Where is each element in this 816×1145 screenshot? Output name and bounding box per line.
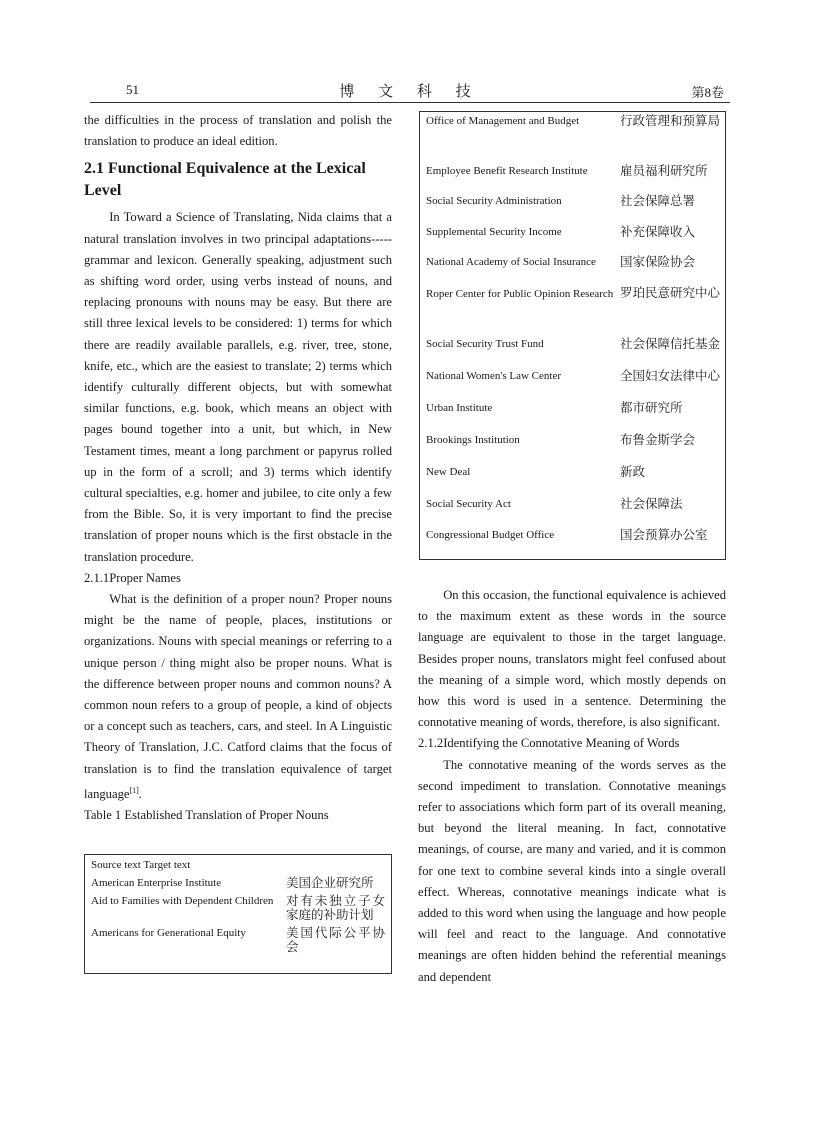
table-caption: Table 1 Established Translation of Proper Nouns: [84, 808, 329, 823]
proper-nouns-table-part2: [419, 111, 726, 560]
target-term: 社会保障信托基金: [620, 337, 721, 351]
source-term: National Academy of Social Insurance: [426, 256, 596, 268]
source-term: Employee Benefit Research Institute: [426, 165, 588, 177]
subsection-heading-connotative: 2.1.2Identifying the Connotative Meaning of Words: [418, 736, 680, 751]
continued-paragraph: the difficulties in the process of translation and polish the translation to produce an ideal edition.: [84, 113, 392, 149]
page-number: 51: [126, 82, 139, 97]
target-term: 罗珀民意研究中心: [620, 286, 721, 300]
source-term: Social Security Administration: [426, 195, 562, 207]
target-term: 社会保障法: [620, 497, 683, 511]
target-term: 布鲁金斯学会: [620, 433, 696, 447]
source-term: American Enterprise Institute: [91, 877, 222, 890]
page-header: [90, 82, 730, 103]
target-term: 全国妇女法律中心: [620, 369, 721, 383]
source-term: Americans for Generational Equity: [91, 927, 246, 940]
left-column: [84, 110, 392, 974]
target-term: 都市研究所: [620, 401, 683, 415]
source-term: Roper Center for Public Opinion Research: [426, 288, 614, 300]
target-term: 国会预算办公室: [620, 528, 708, 542]
target-term: 雇员福利研究所: [620, 164, 708, 178]
citation-ref: [1]: [129, 785, 139, 795]
target-term: 新政: [620, 465, 646, 479]
target-term: 国家保险协会: [620, 255, 696, 269]
journal-title: 博 文 科 技: [339, 84, 481, 100]
section-title: 2.1 Functional Equivalence at the Lexical Level: [84, 160, 366, 200]
table-row: [91, 876, 385, 890]
target-term: 行政管理和预算局: [620, 114, 721, 128]
source-term: Supplemental Security Income: [426, 226, 562, 238]
table-row: [91, 894, 385, 922]
source-term: Office of Management and Budget: [426, 115, 580, 127]
table-header: Source text Target text: [91, 859, 191, 872]
target-term: 美国代际公平协会: [286, 926, 385, 955]
paragraph-end: .: [138, 787, 142, 802]
paragraph-proper-nouns: [84, 589, 392, 805]
target-term: 美国企业研究所: [286, 876, 374, 891]
paragraph-functional-equivalence: On this occasion, the functional equivalence is achieved to the maximum extent as these words in the source language are equivalent to those in the target language. Besides proper nouns, translators might feel confused about the meaning of a simple word, which mostly depends on how this word is used in a sentence. Determining the connotative meaning of words, therefore, is also significant.: [418, 588, 726, 730]
target-term: 补充保障收入: [620, 225, 696, 239]
paragraph-text: What is the definition of a proper noun? Proper nouns might be the name of people, places, institutions or organizations. Nouns with special meanings or referring to a unique person / thing might also be proper nouns. What is the difference between proper nouns and common nouns? A common noun refers to a group of people, a kind of objects or a concept such as teachers, cars, and steel. In A Linguistic Theory of Translation, J.C. Catford claims that the focus of translation is to find the translation equivalence of target language: [84, 592, 392, 802]
source-term: Congressional Budget Office: [426, 529, 555, 541]
proper-nouns-table-part1: [84, 854, 392, 974]
target-term: 对有未独立子女家庭的补助计划: [286, 894, 385, 923]
source-term: Social Security Trust Fund: [426, 338, 544, 350]
source-term: Brookings Institution: [426, 434, 520, 446]
table-row: [91, 926, 385, 954]
source-term: New Deal: [426, 466, 471, 478]
source-term: Aid to Families with Dependent Children: [91, 895, 274, 908]
paragraph-connotative: The connotative meaning of the words serves as the second impediment to translation. Connotative meanings refer to associations which form part of its overall meaning, but beyond the literal meaning. In fact, connotative meanings, of course, are many and varied, and it is common for one text to combine several kinds into a single overall effect. Whereas, connotative meanings indicate what is added to this word when using the language and how people will feel and react to the language. And connotative meanings are often hidden behind the referential meanings and dependent: [418, 757, 726, 984]
source-term: Urban Institute: [426, 402, 493, 414]
right-column: [418, 585, 726, 988]
paragraph-nida: In Toward a Science of Translating, Nida claims that a natural translation involves in two principal adaptations-----grammar and lexicon. Generally speaking, adjustment such as shifting word order, using verbs instead of nouns, and replacing pronouns with nouns may be easy. But there are still three lexical levels to be considered: 1) terms for which there are readily available parallels, e.g. river, tree, stone, knife, etc., which are the easiest to translate; 2) terms which identify culturally different objects, but with somewhat similar functions, e.g. book, which means an object with pages bound together into a unit, but which, in New Testament times, meant a long parchment or papyrus rolled up in the form of a scroll; and 3) terms which identify cultural specialties, e.g. homer and jubilee, to cite only a few from the Bible. So, it is very important to find the precise translation of proper nouns which is the first obstacle in the translation procedure.: [84, 210, 392, 564]
target-term: 社会保障总署: [620, 194, 696, 208]
subsection-heading-proper-names: 2.1.1Proper Names: [84, 570, 181, 585]
source-term: National Women's Law Center: [426, 370, 561, 382]
volume-label: 第8卷: [691, 85, 724, 100]
source-term: Social Security Act: [426, 498, 511, 510]
